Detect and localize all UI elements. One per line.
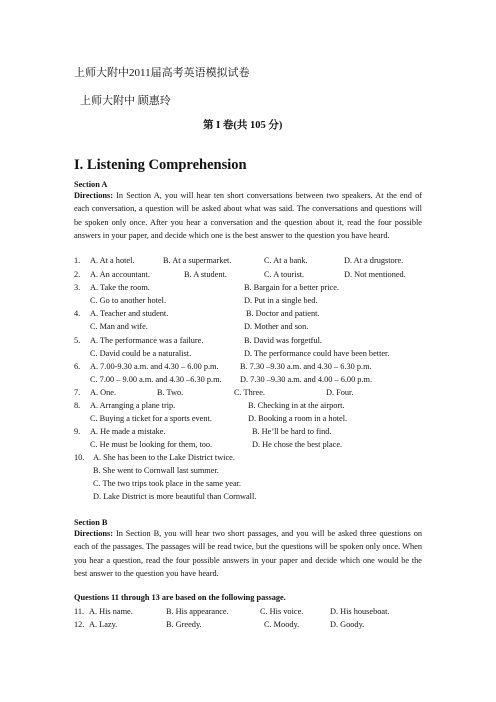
option-a: A. An accountant. bbox=[90, 270, 150, 279]
option-c: C. 7.00 – 9.00 a.m. and 4.30 –6.30 p.m. bbox=[90, 375, 222, 384]
option-a: A. At a hotel. bbox=[90, 256, 135, 265]
option-b: B. His appearance. bbox=[166, 607, 229, 616]
question-number: 12. bbox=[74, 620, 85, 629]
option-b: B. She went to Cornwall last summer. bbox=[93, 466, 219, 475]
option-d: D. Put in a single bed. bbox=[244, 296, 318, 305]
option-d: D. Goody. bbox=[330, 620, 365, 629]
option-a: A. Take the room. bbox=[90, 283, 150, 292]
question-number: 2. bbox=[74, 270, 81, 279]
directions-text: In Section A, you will hear ten short conversations between two speakers. At the end of each conversation, a question will be asked about what was said. The conversations and questions will be spoken only once. After you hear a conversation and the question about it, read the four possible answers in your paper, and decide which one is the best answer to the question you have heard. bbox=[74, 191, 422, 241]
option-a: A. His name. bbox=[89, 607, 133, 616]
option-a: A. Lazy. bbox=[89, 620, 118, 629]
directions-text: In Section B, you will hear two short passages, and you will be asked three questions on each of the passages. The passages will be read twice, but the questions will be spoken only once. When you hear a question, read the four possible answers in your paper and decide which one would be the best answer to the question you have heard. bbox=[74, 529, 422, 579]
question-number: 3. bbox=[74, 283, 81, 292]
option-d: D. Booking a room in a hotel. bbox=[248, 414, 348, 423]
question-group-heading: Questions 11 through 13 are based on the following passage. bbox=[74, 593, 286, 602]
section-b-label: Section B bbox=[74, 518, 108, 527]
option-a: A. Arranging a plane trip. bbox=[90, 401, 176, 410]
question-number: 8. bbox=[74, 401, 81, 410]
option-b: B. Doctor and patient. bbox=[246, 309, 320, 318]
question-number: 1. bbox=[74, 256, 81, 265]
option-b: B. 7.30 –9.30 a.m. and 4.30 – 6.30 p.m. bbox=[240, 362, 372, 371]
section-heading: I. Listening Comprehension bbox=[74, 157, 247, 173]
option-d: D. Lake District is more beautiful than Cornwall. bbox=[93, 492, 257, 501]
part-title: 第 I 卷(共 105 分) bbox=[203, 120, 283, 131]
option-c: C. Go to another hotel. bbox=[90, 296, 167, 305]
option-b: B. He’ll be hard to find. bbox=[252, 427, 332, 436]
option-d: D. Four. bbox=[326, 388, 354, 397]
exam-title: 上师大附中2011届高考英语模拟试卷 bbox=[74, 67, 250, 79]
question-number: 10. bbox=[74, 453, 85, 462]
section-b-directions bbox=[74, 527, 422, 581]
option-b: B. Checking in at the airport. bbox=[248, 401, 345, 410]
option-c: C. At a bank. bbox=[264, 256, 308, 265]
option-c: C. He must be looking for them, too. bbox=[90, 440, 213, 449]
option-a: A. He made a mistake. bbox=[90, 427, 166, 436]
option-c: C. Moody. bbox=[264, 620, 300, 629]
option-b: B. Two. bbox=[157, 388, 184, 397]
option-d: D. His houseboat. bbox=[330, 607, 390, 616]
question-number: 4. bbox=[74, 309, 81, 318]
section-a-directions bbox=[74, 189, 422, 243]
option-c: C. Three. bbox=[234, 388, 265, 397]
option-b: B. A student. bbox=[184, 270, 227, 279]
option-c: C. Buying a ticket for a sports event. bbox=[90, 414, 212, 423]
question-number: 11. bbox=[74, 607, 85, 616]
option-d: D. 7.30 –9.30 a.m. and 4.00 – 6.00 p.m. bbox=[240, 375, 373, 384]
option-c: C. A tourist. bbox=[264, 270, 305, 279]
option-a: A. 7.00-9.30 a.m. and 4.30 – 6.00 p.m. bbox=[90, 362, 219, 371]
option-c: C. Man and wife. bbox=[90, 322, 148, 331]
section-a-label: Section A bbox=[74, 180, 108, 189]
option-d: D. Mother and son. bbox=[244, 322, 309, 331]
option-d: D. The performance could have been better. bbox=[244, 349, 390, 358]
exam-author: 上师大附中 顾惠玲 bbox=[80, 95, 171, 107]
option-d: D. He chose the best place. bbox=[252, 440, 343, 449]
option-b: B. David was forgetful. bbox=[244, 336, 322, 345]
option-c: C. David could be a naturalist. bbox=[90, 349, 192, 358]
option-a: A. She has been to the Lake District twice. bbox=[93, 453, 235, 462]
option-a: A. The performance was a failure. bbox=[90, 336, 204, 345]
question-number: 9. bbox=[74, 427, 81, 436]
option-a: A. Teacher and student. bbox=[90, 309, 169, 318]
option-d: D. At a drugstore. bbox=[344, 256, 404, 265]
directions-label: Directions: bbox=[74, 529, 114, 538]
directions-label: Directions: bbox=[74, 191, 114, 200]
question-number: 7. bbox=[74, 388, 81, 397]
option-b: B. Bargain for a better price. bbox=[244, 283, 339, 292]
option-d: D. Not mentioned. bbox=[344, 270, 406, 279]
option-c: C. His voice. bbox=[260, 607, 304, 616]
option-a: A. One. bbox=[90, 388, 117, 397]
option-b: B. Greedy. bbox=[166, 620, 202, 629]
question-number: 6. bbox=[74, 362, 81, 371]
option-c: C. The two trips took place in the same year. bbox=[93, 479, 242, 488]
question-number: 5. bbox=[74, 336, 81, 345]
option-b: B. At a supermarket. bbox=[163, 256, 232, 265]
